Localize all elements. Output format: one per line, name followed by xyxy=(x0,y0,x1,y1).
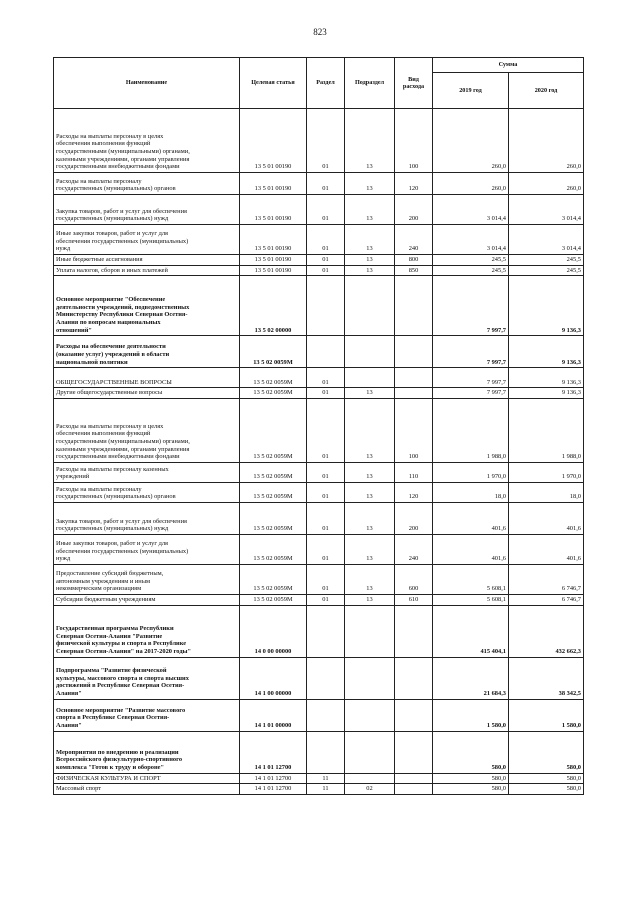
row-name: Закупка товаров, работ и услуг для обеспечения государственных (муниципальных) нужд xyxy=(54,503,240,535)
row-sum-2020: 3 014,4 xyxy=(509,195,584,225)
row-subsection: 13 xyxy=(345,388,395,399)
row-name: Основное мероприятие "Обеспечение деятельности учреждений, подведомственных Министерству Республики Северная Осетия- Алания по вопросам национальных отношений" xyxy=(54,276,240,336)
row-expense-type xyxy=(395,784,433,795)
row-expense-type: 850 xyxy=(395,265,433,276)
row-sum-2019: 3 014,4 xyxy=(433,225,509,255)
table-row xyxy=(54,255,584,266)
row-sum-2019: 1 580,0 xyxy=(433,699,509,731)
table-row xyxy=(54,225,584,255)
table-row xyxy=(54,109,584,173)
row-target: 13 5 02 0059М xyxy=(240,463,307,483)
header-section: Раздел xyxy=(307,58,345,109)
row-name: Мероприятия по внедрению и реализации Всероссийского физкультурно-спортивного комплекса "Готов к труду и обороне" xyxy=(54,731,240,773)
row-target: 14 1 00 00000 xyxy=(240,657,307,699)
row-sum-2019: 5 608,1 xyxy=(433,565,509,595)
row-sum-2019: 580,0 xyxy=(433,773,509,784)
row-section: 01 xyxy=(307,503,345,535)
row-target: 14 1 01 12700 xyxy=(240,773,307,784)
row-expense-type: 600 xyxy=(395,565,433,595)
row-expense-type xyxy=(395,699,433,731)
row-sum-2019: 415 404,1 xyxy=(433,605,509,657)
row-expense-type: 100 xyxy=(395,109,433,173)
row-sum-2019: 21 684,3 xyxy=(433,657,509,699)
table-row xyxy=(54,336,584,368)
row-subsection: 13 xyxy=(345,399,395,463)
row-sum-2020: 401,6 xyxy=(509,535,584,565)
row-sum-2019: 1 988,0 xyxy=(433,399,509,463)
header-year-2019: 2019 год xyxy=(433,73,509,109)
row-subsection: 13 xyxy=(345,195,395,225)
table-row xyxy=(54,657,584,699)
table-body xyxy=(54,109,584,795)
row-name: Расходы на выплаты персоналу в целях обеспечения выполнения функций государственными (муниципальными) органами, казенными учреждениями, органами управления государственными внебюджетными фондами xyxy=(54,399,240,463)
row-expense-type: 100 xyxy=(395,399,433,463)
row-target: 13 5 02 0059М xyxy=(240,336,307,368)
row-sum-2019: 7 997,7 xyxy=(433,388,509,399)
row-subsection: 13 xyxy=(345,255,395,266)
row-section: 01 xyxy=(307,483,345,503)
row-section: 01 xyxy=(307,368,345,388)
row-target: 13 5 01 00190 xyxy=(240,255,307,266)
row-sum-2019: 7 997,7 xyxy=(433,276,509,336)
row-section: 01 xyxy=(307,173,345,195)
row-sum-2020: 245,5 xyxy=(509,265,584,276)
row-sum-2019: 580,0 xyxy=(433,784,509,795)
row-name: ОБЩЕГОСУДАРСТВЕННЫЕ ВОПРОСЫ xyxy=(54,368,240,388)
row-subsection: 13 xyxy=(345,173,395,195)
row-subsection xyxy=(345,605,395,657)
row-name: Расходы на выплаты персоналу государственных (муниципальных) органов xyxy=(54,483,240,503)
row-section: 01 xyxy=(307,399,345,463)
row-sum-2020: 260,0 xyxy=(509,173,584,195)
row-section: 01 xyxy=(307,265,345,276)
row-target: 13 5 02 0059М xyxy=(240,399,307,463)
row-subsection: 13 xyxy=(345,503,395,535)
row-expense-type xyxy=(395,368,433,388)
row-target: 13 5 02 0059М xyxy=(240,368,307,388)
row-name: Уплата налогов, сборов и иных платежей xyxy=(54,265,240,276)
header-year-2020: 2020 год xyxy=(509,73,584,109)
row-target: 14 1 01 00000 xyxy=(240,699,307,731)
row-name: Иные бюджетные ассигнования xyxy=(54,255,240,266)
row-section xyxy=(307,336,345,368)
row-sum-2019: 401,6 xyxy=(433,503,509,535)
row-sum-2019: 18,0 xyxy=(433,483,509,503)
row-target: 13 5 02 0059М xyxy=(240,595,307,606)
row-name: Субсидии бюджетным учреждениям xyxy=(54,595,240,606)
row-sum-2020: 432 662,3 xyxy=(509,605,584,657)
table-row xyxy=(54,565,584,595)
row-section xyxy=(307,657,345,699)
row-target: 13 5 02 0059М xyxy=(240,565,307,595)
row-expense-type xyxy=(395,388,433,399)
row-expense-type: 240 xyxy=(395,535,433,565)
row-section: 01 xyxy=(307,565,345,595)
row-sum-2020: 580,0 xyxy=(509,784,584,795)
row-name: Закупка товаров, работ и услуг для обеспечения государственных (муниципальных) нужд xyxy=(54,195,240,225)
row-sum-2019: 5 608,1 xyxy=(433,595,509,606)
row-target: 14 1 01 12700 xyxy=(240,731,307,773)
row-sum-2020: 245,5 xyxy=(509,255,584,266)
row-expense-type: 200 xyxy=(395,195,433,225)
row-name: Другие общегосударственные вопросы xyxy=(54,388,240,399)
table-header xyxy=(54,58,584,109)
row-sum-2020: 580,0 xyxy=(509,773,584,784)
row-target: 13 5 01 00190 xyxy=(240,225,307,255)
row-section xyxy=(307,731,345,773)
table-row xyxy=(54,368,584,388)
row-subsection xyxy=(345,731,395,773)
row-sum-2020: 580,0 xyxy=(509,731,584,773)
table-row xyxy=(54,731,584,773)
row-target: 13 5 01 00190 xyxy=(240,195,307,225)
row-section: 01 xyxy=(307,535,345,565)
row-section: 01 xyxy=(307,595,345,606)
row-section: 01 xyxy=(307,225,345,255)
row-sum-2020: 38 342,5 xyxy=(509,657,584,699)
table-row xyxy=(54,605,584,657)
row-sum-2019: 245,5 xyxy=(433,265,509,276)
row-subsection: 13 xyxy=(345,109,395,173)
row-target: 13 5 01 00190 xyxy=(240,109,307,173)
row-sum-2019: 260,0 xyxy=(433,109,509,173)
row-name: Массовый спорт xyxy=(54,784,240,795)
row-target: 13 5 01 00190 xyxy=(240,265,307,276)
row-section: 01 xyxy=(307,255,345,266)
row-sum-2020: 6 746,7 xyxy=(509,565,584,595)
row-expense-type xyxy=(395,276,433,336)
table-row xyxy=(54,503,584,535)
row-section xyxy=(307,276,345,336)
row-sum-2020: 9 136,3 xyxy=(509,388,584,399)
row-target: 13 5 02 0059М xyxy=(240,483,307,503)
row-target: 13 5 02 0059М xyxy=(240,388,307,399)
row-target: 13 5 02 0059М xyxy=(240,535,307,565)
page-number: 823 xyxy=(313,27,327,37)
row-name: Расходы на обеспечение деятельности (оказание услуг) учреждений в области национальной политики xyxy=(54,336,240,368)
row-sum-2020: 1 970,0 xyxy=(509,463,584,483)
row-sum-2020: 1 580,0 xyxy=(509,699,584,731)
row-subsection xyxy=(345,276,395,336)
row-sum-2020: 1 988,0 xyxy=(509,399,584,463)
table-row xyxy=(54,276,584,336)
row-name: Предоставление субсидий бюджетным, автономным учреждениям и иным некоммерческим организациям xyxy=(54,565,240,595)
table-row xyxy=(54,535,584,565)
row-subsection: 13 xyxy=(345,463,395,483)
row-sum-2019: 580,0 xyxy=(433,731,509,773)
row-section: 01 xyxy=(307,109,345,173)
row-sum-2020: 260,0 xyxy=(509,109,584,173)
row-sum-2020: 9 136,3 xyxy=(509,276,584,336)
row-subsection xyxy=(345,336,395,368)
row-subsection: 13 xyxy=(345,225,395,255)
row-section: 01 xyxy=(307,388,345,399)
table-row xyxy=(54,595,584,606)
row-expense-type xyxy=(395,773,433,784)
row-sum-2019: 401,6 xyxy=(433,535,509,565)
row-target: 13 5 02 0059М xyxy=(240,503,307,535)
row-subsection: 13 xyxy=(345,265,395,276)
row-name: Государственная программа Республики Северная Осетия-Алания "Развитие физической культуры и спорта в Республике Северная Осетия-Алания" на 2017-2020 годы" xyxy=(54,605,240,657)
row-name: Подпрограмма "Развитие физической культуры, массового спорта и спорта высших достижений в Республике Северная Осетия- Алания" xyxy=(54,657,240,699)
row-subsection: 13 xyxy=(345,483,395,503)
row-name: Расходы на выплаты персоналу в целях обеспечения выполнения функций государственными (муниципальными) органами, казенными учреждениями, органами управления государственными внебюджетными фондами xyxy=(54,109,240,173)
row-expense-type xyxy=(395,731,433,773)
row-expense-type: 120 xyxy=(395,173,433,195)
row-section xyxy=(307,605,345,657)
row-name: ФИЗИЧЕСКАЯ КУЛЬТУРА И СПОРТ xyxy=(54,773,240,784)
row-subsection: 13 xyxy=(345,595,395,606)
row-subsection: 02 xyxy=(345,784,395,795)
row-target: 14 0 00 00000 xyxy=(240,605,307,657)
row-sum-2019: 7 997,7 xyxy=(433,336,509,368)
row-expense-type xyxy=(395,605,433,657)
row-sum-2019: 1 970,0 xyxy=(433,463,509,483)
row-subsection: 13 xyxy=(345,535,395,565)
row-subsection xyxy=(345,368,395,388)
row-section: 01 xyxy=(307,463,345,483)
row-sum-2020: 401,6 xyxy=(509,503,584,535)
row-expense-type xyxy=(395,336,433,368)
row-sum-2020: 9 136,3 xyxy=(509,368,584,388)
table-row xyxy=(54,388,584,399)
row-target: 14 1 01 12700 xyxy=(240,784,307,795)
table-row xyxy=(54,483,584,503)
row-name: Основное мероприятие "Развитие массового спорта в Республике Северная Осетия- Алания" xyxy=(54,699,240,731)
row-expense-type: 610 xyxy=(395,595,433,606)
table-row xyxy=(54,699,584,731)
table-row xyxy=(54,195,584,225)
header-subsection: Подраздел xyxy=(345,58,395,109)
row-section: 11 xyxy=(307,784,345,795)
row-expense-type: 120 xyxy=(395,483,433,503)
row-sum-2019: 7 997,7 xyxy=(433,368,509,388)
row-name: Расходы на выплаты персоналу казенных учреждений xyxy=(54,463,240,483)
row-name: Расходы на выплаты персоналу государственных (муниципальных) органов xyxy=(54,173,240,195)
row-target: 13 5 02 00000 xyxy=(240,276,307,336)
row-sum-2019: 3 014,4 xyxy=(433,195,509,225)
row-expense-type: 200 xyxy=(395,503,433,535)
row-subsection xyxy=(345,699,395,731)
table-row xyxy=(54,173,584,195)
row-section: 01 xyxy=(307,195,345,225)
row-subsection: 13 xyxy=(345,565,395,595)
row-sum-2020: 3 014,4 xyxy=(509,225,584,255)
table-row xyxy=(54,463,584,483)
row-name: Иные закупки товаров, работ и услуг для обеспечения государственных (муниципальных) нужд xyxy=(54,535,240,565)
header-name: Наименование xyxy=(54,58,240,109)
row-section xyxy=(307,699,345,731)
row-sum-2020: 6 746,7 xyxy=(509,595,584,606)
row-name: Иные закупки товаров, работ и услуг для обеспечения государственных (муниципальных) нужд xyxy=(54,225,240,255)
row-expense-type: 800 xyxy=(395,255,433,266)
table-row xyxy=(54,265,584,276)
table-row xyxy=(54,784,584,795)
row-sum-2019: 245,5 xyxy=(433,255,509,266)
row-subsection xyxy=(345,773,395,784)
row-section: 11 xyxy=(307,773,345,784)
row-subsection xyxy=(345,657,395,699)
row-sum-2020: 9 136,3 xyxy=(509,336,584,368)
table-row xyxy=(54,399,584,463)
row-target: 13 5 01 00190 xyxy=(240,173,307,195)
table-row xyxy=(54,773,584,784)
row-expense-type: 110 xyxy=(395,463,433,483)
header-expense-type: Вид расхода xyxy=(395,58,433,109)
budget-table xyxy=(53,57,584,795)
row-sum-2019: 260,0 xyxy=(433,173,509,195)
row-sum-2020: 18,0 xyxy=(509,483,584,503)
row-expense-type xyxy=(395,657,433,699)
header-sum: Сумма xyxy=(433,58,584,73)
header-target: Целевая статья xyxy=(240,58,307,109)
row-expense-type: 240 xyxy=(395,225,433,255)
